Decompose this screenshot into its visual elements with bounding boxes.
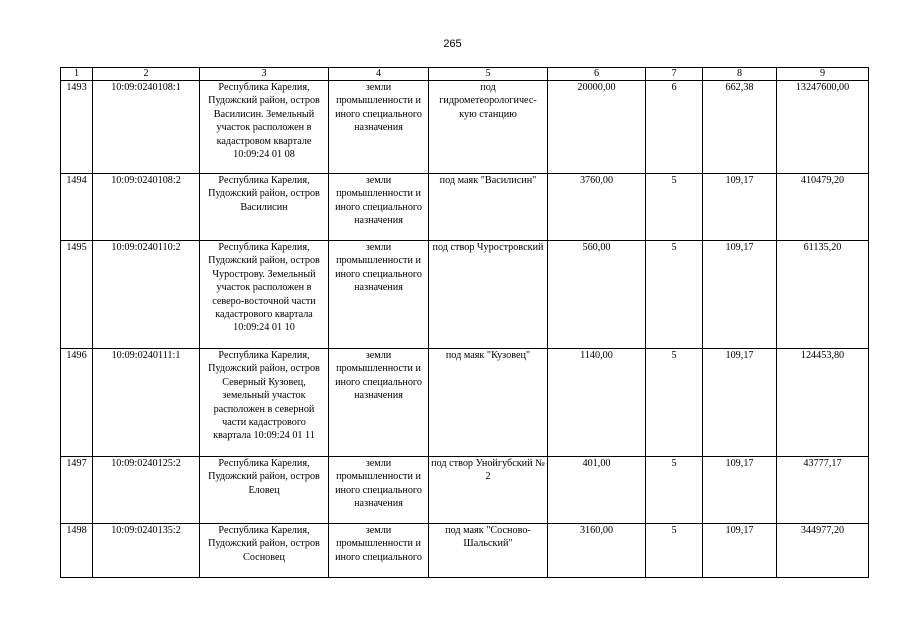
land-category-cell: земли промышленности и иного специального назначения [329, 457, 429, 524]
column-7-cell: 6 [646, 81, 703, 174]
column-7-cell: 5 [646, 174, 703, 241]
land-category-cell: земли промышленности и иного специального назначения [329, 81, 429, 174]
land-category-cell: земли промышленности и иного специального назначения [329, 349, 429, 457]
column-9-cell: 61135,20 [777, 241, 869, 349]
table-row [61, 349, 869, 457]
cadastral-number: 10:09:0240125:2 [93, 457, 200, 524]
cadastral-number: 10:09:0240111:1 [93, 349, 200, 457]
column-header: 4 [329, 68, 429, 81]
column-header: 7 [646, 68, 703, 81]
column-header: 9 [777, 68, 869, 81]
column-8-cell: 109,17 [703, 349, 777, 457]
area-cell: 560,00 [548, 241, 646, 349]
purpose-cell: под маяк "Василисин" [429, 174, 548, 241]
row-number: 1498 [61, 524, 93, 578]
column-8-cell: 662,38 [703, 81, 777, 174]
cadastral-number: 10:09:0240110:2 [93, 241, 200, 349]
location-cell: Республика Карелия, Пудожский район, остров Василисин [200, 174, 329, 241]
cadastral-number: 10:09:0240108:1 [93, 81, 200, 174]
column-7-cell: 5 [646, 349, 703, 457]
column-header: 1 [61, 68, 93, 81]
column-7-cell: 5 [646, 457, 703, 524]
purpose-cell: под маяк "Сосново-Шальский" [429, 524, 548, 578]
row-number: 1497 [61, 457, 93, 524]
table-row [61, 81, 869, 174]
area-cell: 401,00 [548, 457, 646, 524]
area-cell: 20000,00 [548, 81, 646, 174]
cadastral-number: 10:09:0240135:2 [93, 524, 200, 578]
column-9-cell: 410479,20 [777, 174, 869, 241]
column-header: 6 [548, 68, 646, 81]
row-number: 1494 [61, 174, 93, 241]
location-cell: Республика Карелия, Пудожский район, остров Василисин. Земельный участок расположен в кадастровом квартале 10:09:24 01 08 [200, 81, 329, 174]
column-header: 5 [429, 68, 548, 81]
column-8-cell: 109,17 [703, 457, 777, 524]
area-cell: 3760,00 [548, 174, 646, 241]
page-number: 265 [443, 38, 462, 50]
purpose-cell: под гидрометеорологичес-кую станцию [429, 81, 548, 174]
table-row [61, 174, 869, 241]
column-9-cell: 43777,17 [777, 457, 869, 524]
land-registry-table [60, 67, 869, 578]
location-cell: Республика Карелия, Пудожский район, остров Северный Кузовец, земельный участок расположен в северной части кадастрового квартала 10:09:24 01 11 [200, 349, 329, 457]
row-number: 1493 [61, 81, 93, 174]
column-9-cell: 124453,80 [777, 349, 869, 457]
column-8-cell: 109,17 [703, 524, 777, 578]
land-category-cell: земли промышленности и иного специального назначения [329, 241, 429, 349]
location-cell: Республика Карелия, Пудожский район, остров Сосновец [200, 524, 329, 578]
table-row [61, 457, 869, 524]
cadastral-number: 10:09:0240108:2 [93, 174, 200, 241]
row-number: 1496 [61, 349, 93, 457]
land-category-cell: земли промышленности и иного специального [329, 524, 429, 578]
table-row [61, 524, 869, 578]
location-cell: Республика Карелия, Пудожский район, остров Еловец [200, 457, 329, 524]
purpose-cell: под маяк "Кузовец" [429, 349, 548, 457]
column-8-cell: 109,17 [703, 241, 777, 349]
table-row [61, 241, 869, 349]
row-number: 1495 [61, 241, 93, 349]
land-category-cell: земли промышленности и иного специального назначения [329, 174, 429, 241]
column-header: 2 [93, 68, 200, 81]
column-7-cell: 5 [646, 241, 703, 349]
column-9-cell: 344977,20 [777, 524, 869, 578]
purpose-cell: под створ Чуростровский [429, 241, 548, 349]
column-7-cell: 5 [646, 524, 703, 578]
column-header: 3 [200, 68, 329, 81]
location-cell: Республика Карелия, Пудожский район, остров Чурострову. Земельный участок расположен в северо-восточной части кадастрового квартала 10:09:24 01 10 [200, 241, 329, 349]
area-cell: 1140,00 [548, 349, 646, 457]
column-8-cell: 109,17 [703, 174, 777, 241]
column-9-cell: 13247600,00 [777, 81, 869, 174]
column-number-row [61, 68, 869, 81]
area-cell: 3160,00 [548, 524, 646, 578]
purpose-cell: под створ Унойгубский № 2 [429, 457, 548, 524]
column-header: 8 [703, 68, 777, 81]
